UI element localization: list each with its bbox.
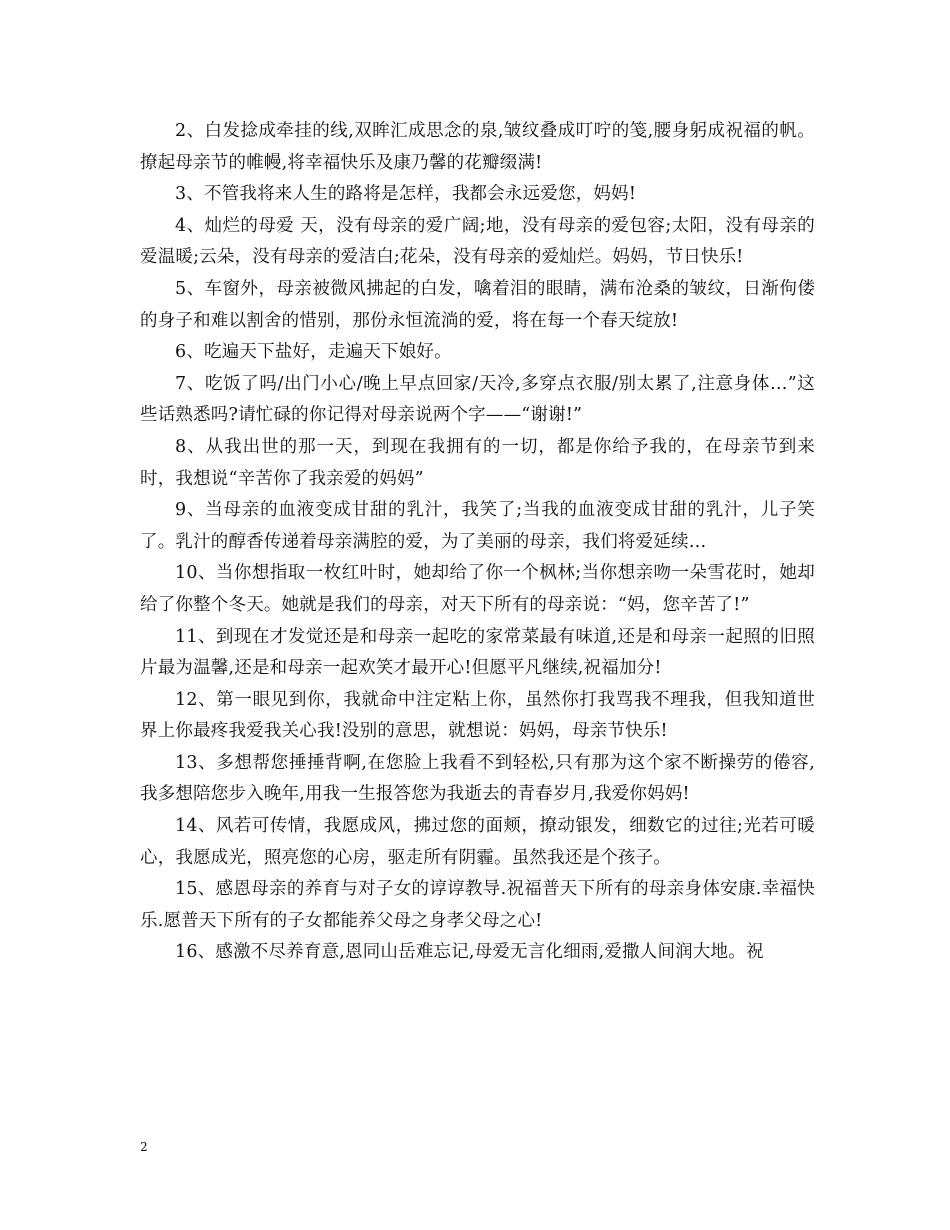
paragraph-8: 8、从我出世的那一天，到现在我拥有的一切，都是你给予我的，在母亲节到来时，我想说“辛苦你了我亲爱的妈妈” [140, 436, 815, 489]
paragraph-10: 10、当你想指取一枚红叶时，她却给了你一个枫林;当你想亲吻一朵雪花时，她却给了你整个冬天。她就是我们的母亲，对天下所有的母亲说：“妈，您辛苦了!” [140, 563, 815, 615]
paragraph-13: 13、多想帮您捶捶背啊,在您脸上我看不到轻松,只有那为这个家不断操劳的倦容,我多想陪您步入晚年,用我一生报答您为我逝去的青春岁月,我爱你妈妈! [140, 752, 815, 805]
paragraph-3: 3、不管我将来人生的路将是怎样，我都会永远爱您，妈妈! [175, 184, 637, 205]
paragraph-5: 5、车窗外，母亲被微风拂起的白发，噙着泪的眼睛，满布沧桑的皱纹，日渐佝偻的身子和难以割舍的惜别，那份永恒流淌的爱，将在每一个春天绽放! [140, 278, 815, 331]
page-number: 2 [140, 1140, 148, 1154]
document-body [140, 116, 815, 969]
paragraph-12: 12、第一眼见到你，我就命中注定粘上你，虽然你打我骂我不理我，但我知道世界上你最疼我爱我关心我!没别的意思，就想说：妈妈，母亲节快乐! [140, 689, 815, 742]
paragraph-16: 16、感激不尽养育意,恩同山岳难忘记,母爱无言化细雨,爱撒人间润大地。祝 [175, 942, 764, 963]
paragraph-7: 7、吃饭了吗/出门小心/晚上早点回家/天冷,多穿点衣服/别太累了,注意身体…”这些话熟悉吗?请忙碌的你记得对母亲说两个字——“谢谢!” [140, 373, 815, 426]
paragraph-6: 6、吃遍天下盐好，走遍天下娘好。 [175, 342, 452, 363]
paragraph-4: 4、灿烂的母爱 天，没有母亲的爱广阔;地，没有母亲的爱包容;太阳，没有母亲的爱温暖;云朵，没有母亲的爱洁白;花朵，没有母亲的爱灿烂。妈妈，节日快乐! [140, 215, 815, 268]
paragraph-15: 15、感恩母亲的养育与对子女的谆谆教导.祝福普天下所有的母亲身体安康.幸福快乐.愿普天下所有的子女都能养父母之身孝父母之心! [140, 879, 815, 931]
paragraph-2: 2、白发捻成牵挂的线,双眸汇成思念的泉,皱纹叠成叮咛的笺,腰身躬成祝福的帆。撩起母亲节的帷幔,将幸福快乐及康乃馨的花瓣缀满! [140, 121, 815, 173]
paragraph-14: 14、风若可传情，我愿成风，拂过您的面颊，撩动银发，细数它的过往;光若可暖心，我愿成光，照亮您的心房，驱走所有阴霾。虽然我还是个孩子。 [140, 816, 815, 868]
paragraph-9: 9、当母亲的血液变成甘甜的乳汁，我笑了;当我的血液变成甘甜的乳汁，儿子笑了。乳汁的醇香传递着母亲满腔的爱，为了美丽的母亲，我们将爱延续… [140, 500, 815, 552]
paragraph-11: 11、到现在才发觉还是和母亲一起吃的家常菜最有味道,还是和母亲一起照的旧照片最为温馨,还是和母亲一起欢笑才最开心!但愿平凡继续,祝福加分! [140, 626, 815, 679]
